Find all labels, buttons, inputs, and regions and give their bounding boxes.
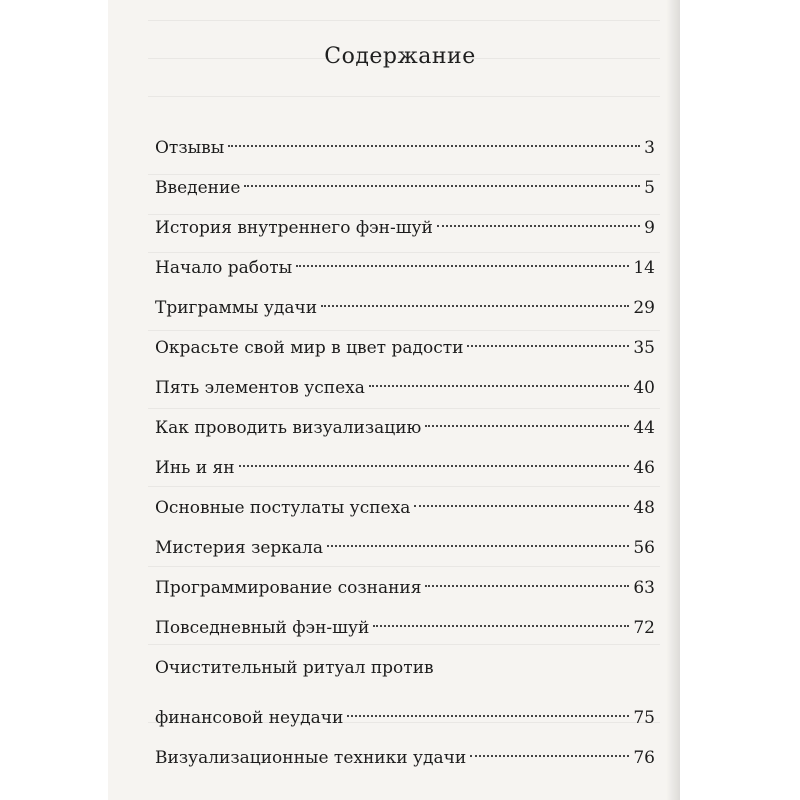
toc-entry-title: Отзывы [155,138,225,158]
toc-entry-page: 48 [633,498,655,518]
dot-leader [369,385,629,387]
toc-entry-page: 63 [633,578,655,598]
dot-leader [414,505,629,507]
toc-entry-page: 29 [633,298,655,318]
page-edge-shadow [666,0,680,800]
toc-entry-page: 46 [633,458,655,478]
toc-entry-title: Очистительный ритуал против [155,658,434,678]
toc-entry [155,568,655,608]
toc-entry-page: 9 [644,218,655,238]
toc-entry [155,608,655,648]
toc-entry-title: Начало работы [155,258,293,278]
toc-entry-title: История внутреннего фэн-шуй [155,218,433,238]
dot-leader [347,715,629,717]
toc-entry-page: 76 [633,748,655,768]
toc-entry [155,488,655,528]
toc-entry-page: 75 [633,708,655,728]
toc-entry-title: Пять элементов успеха [155,378,365,398]
dot-leader [244,185,640,187]
toc-entry-line2 [155,698,655,738]
toc-entry [155,288,655,328]
toc-entry-title: Введение [155,178,241,198]
toc-entry [155,328,655,368]
toc-heading: Содержание [324,44,476,69]
toc-entry-line1 [155,648,655,694]
toc-entry [155,128,655,168]
toc-entry-page: 3 [644,138,655,158]
dot-leader [467,345,629,347]
toc-entry-title: Основные постулаты успеха [155,498,411,518]
toc-entry [155,408,655,448]
dot-leader [228,145,640,147]
toc-entry [155,208,655,248]
toc-entry [155,448,655,488]
dot-leader [327,545,629,547]
dot-leader [470,755,629,757]
toc-entry [155,738,655,778]
toc-entry-page: 35 [633,338,655,358]
toc-entry [155,368,655,408]
toc-entry [155,248,655,288]
toc-entry-title: Инь и ян [155,458,235,478]
toc-entry-title: Мистерия зеркала [155,538,323,558]
toc-entry-title: Окрасьте свой мир в цвет радости [155,338,464,358]
toc-entry-title: финансовой неудачи [155,708,344,728]
dot-leader [321,305,629,307]
table-of-contents [155,128,655,778]
dot-leader [296,265,629,267]
dot-leader [373,625,629,627]
dot-leader [437,225,640,227]
dot-leader [425,425,629,427]
toc-entry-page: 40 [633,378,655,398]
toc-entry [155,168,655,208]
toc-entry-page: 14 [633,258,655,278]
toc-entry-title: Программирование сознания [155,578,422,598]
toc-entry [155,528,655,568]
toc-entry-page: 56 [633,538,655,558]
toc-entry-page: 5 [644,178,655,198]
toc-entry-title: Как проводить визуализацию [155,418,422,438]
toc-entry-title: Визуализационные техники удачи [155,748,467,768]
toc-entry-page: 72 [633,618,655,638]
toc-entry-title: Повседневный фэн-шуй [155,618,370,638]
dot-leader [239,465,630,467]
dot-leader [425,585,629,587]
toc-entry-page: 44 [633,418,655,438]
toc-entry-title: Триграммы удачи [155,298,318,318]
